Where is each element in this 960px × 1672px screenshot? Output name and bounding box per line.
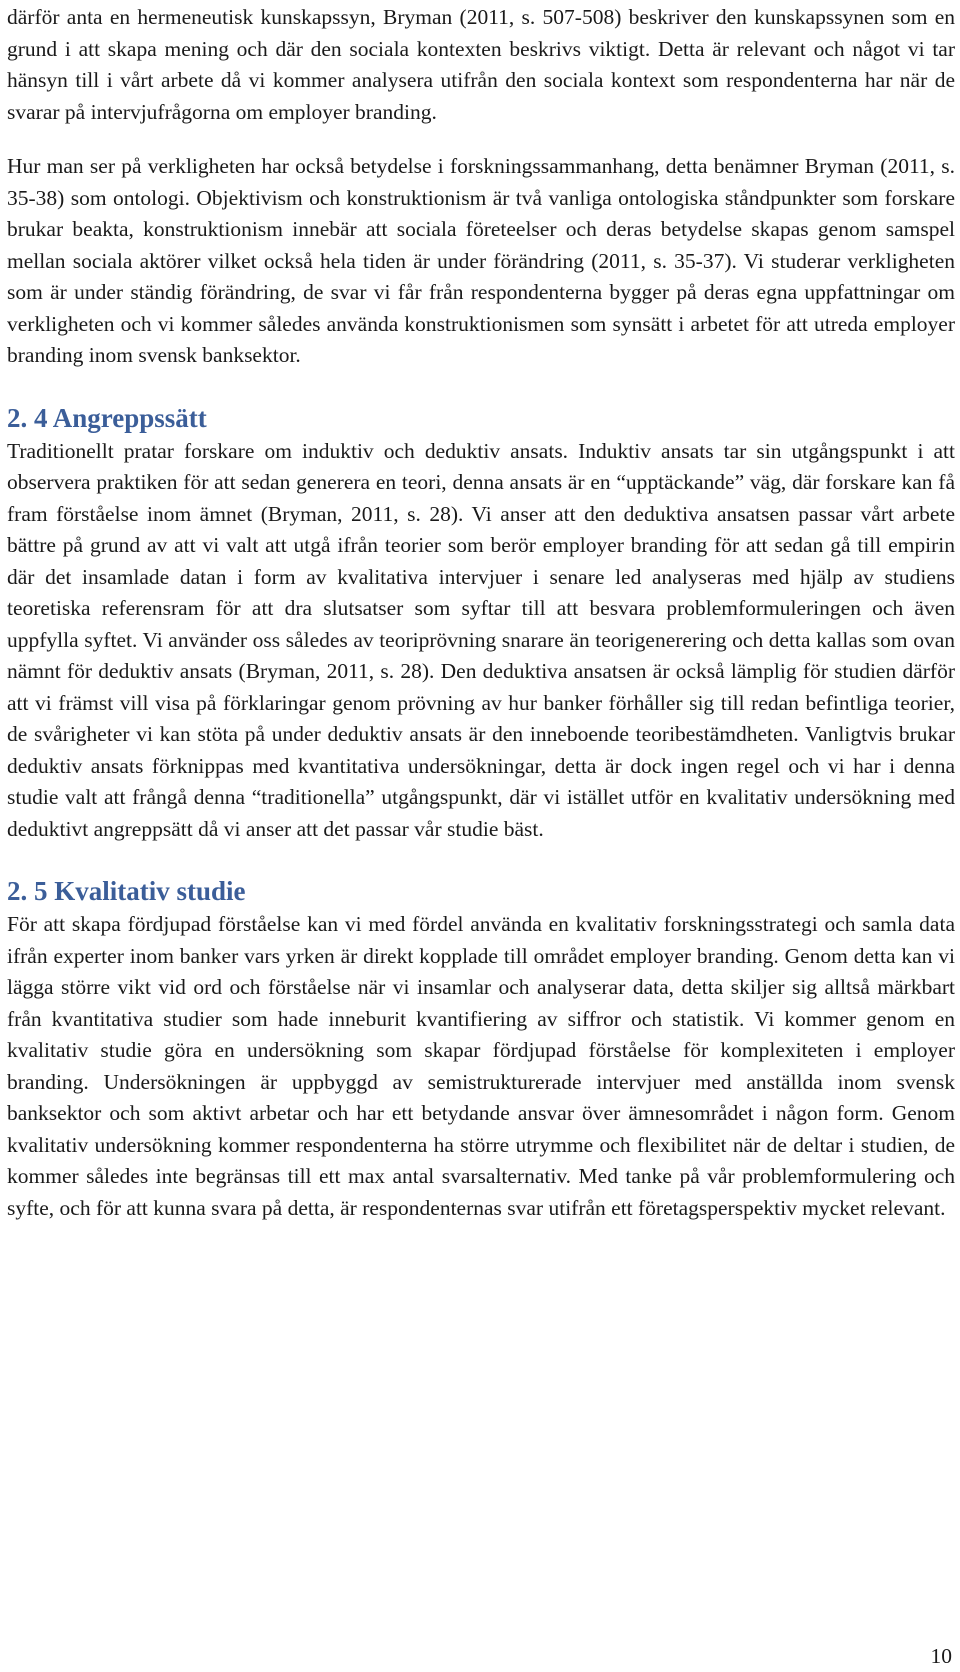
angreppssatt-paragraph: Traditionellt pratar forskare om induktiv och deduktiv ansats. Induktiv ansats tar sin utgångspunkt i att observera praktiken för att sedan generera en teori, denna ansats är en “upptäckande” väg, där forskare kan få fram förståelse inom ämnet (Bryman, 2011, s. 28). Vi anser att den deduktiva ansatsen passar vårt arbete bättre på grund av att vi valt att utgå ifrån teorier som berör employer branding för att sedan gå till empirin där det insamlade datan i form av kvalitativa intervjuer i senare led analyseras med hjälp av studiens teoretiska referensram för att dra slutsatser som syftar till att besvara problemformuleringen och även uppfylla syftet. Vi använder oss således av teoriprövning snarare än teorigenerering och detta kallas som ovan nämnt för deduktiv ansats (Bryman, 2011, s. 28). Den deduktiva ansatsen är också lämplig för studien därför att vi främst vill visa på förklaringar genom prövning av hur banker förhåller sig till redan befintliga teorier, de svårigheter vi kan stöta på under deduktiv ansats är den inneboende teoribestämdheten. Vanligtvis brukar deduktiv ansats förknippas med kvantitativa undersökningar, detta är dock ingen regel och vi har i denna studie valt att frångå denna “traditionella” utgångspunkt, där vi istället utför en kvalitativ undersökning med deduktivt angreppsätt då vi anser att det passar vår studie bäst. bbox=[7, 438, 955, 841]
kvalitativ-studie-paragraph: För att skapa fördjupad förståelse kan vi med fördel använda en kvalitativ forskningsstrategi och samla data ifrån experter inom banker vars yrken är direkt kopplade till området employer branding. Genom detta kan vi lägga större vikt vid ord och förståelse när vi insamlar och analyserar data, detta skiljer sig alltså märkbart från kvantitativa studier som hade inneburit kvantifiering av siffror och statistik. Vi kommer genom en kvalitativ studie göra en undersökning som skapar fördjupad förståelse för komplexiteten i employer branding. Undersökningen är uppbyggd av semistrukturerade intervjuer med anställda inom svensk banksektor och som aktivt arbetar och har ett betydande ansvar över ämnesområdet i någon form. Genom kvalitativ undersökning kommer respondenterna ha större utrymme och flexibilitet när de deltar i studien, de kommer således inte begränsas till ett max antal svarsalternativ. Med tanke på vår problemformulering och syfte, och för att kunna svara på detta, är respondenternas svar utifrån ett företagsperspektiv mycket relevant. bbox=[7, 912, 955, 1220]
page-content bbox=[7, 2, 955, 1224]
paragraph-spacer bbox=[7, 128, 955, 151]
paragraph-spacer bbox=[7, 845, 955, 868]
intro-paragraph: därför anta en hermeneutisk kunskapssyn, Bryman (2011, s. 507-508) beskriver den kunskapssynen som en grund i att skapa mening och där den sociala kontexten beskrivs viktigt. Detta är relevant och något vi tar hänsyn till i vårt arbete då vi kommer analysera utifrån den sociala kontext som respondenterna har när de svarar på intervjufrågorna om employer branding. bbox=[7, 5, 955, 124]
section-heading-kvalitativ-studie: 2. 5 Kvalitativ studie bbox=[7, 876, 246, 906]
paragraph-spacer bbox=[7, 372, 955, 395]
ontology-paragraph: Hur man ser på verkligheten har också betydelse i forskningssammanhang, detta benämner Bryman (2011, s. 35-38) som ontologi. Objektivism och konstruktionism är två vanliga ontologiska ståndpunkter som forskare brukar beakta, konstruktionism innebär att sociala företeelser och deras betydelse skapas genom samspel mellan sociala aktörer vilket också hela tiden är under förändring (2011, s. 35-37). Vi studerar verkligheten som är under ständig förändring, de svar vi får från respondenterna bygger på deras egna uppfattningar om verkligheten och vi kommer således använda konstruktionismen som synsätt i arbetet för att utreda employer branding inom svensk banksektor. bbox=[7, 154, 955, 367]
section-heading-angreppssatt: 2. 4 Angreppssätt bbox=[7, 402, 207, 433]
page-number: 10 bbox=[930, 1644, 952, 1668]
